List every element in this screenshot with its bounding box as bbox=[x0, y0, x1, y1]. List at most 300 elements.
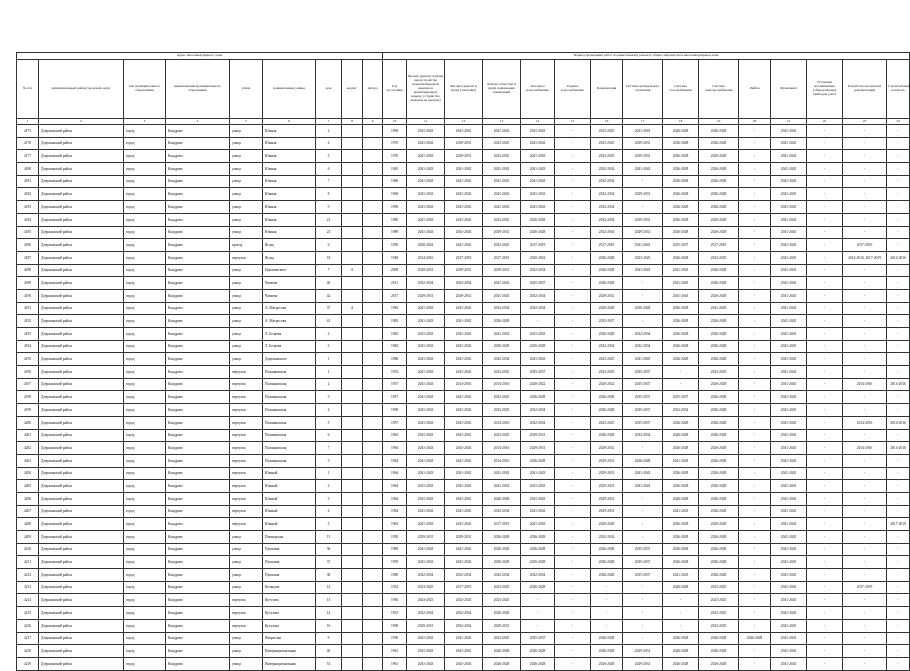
table-cell: 2035-2037 bbox=[623, 569, 663, 582]
table-cell: - bbox=[739, 645, 771, 658]
table-cell: 2020-2022 bbox=[591, 378, 623, 391]
table-cell bbox=[363, 581, 383, 594]
table-cell: Дзержинский район bbox=[39, 480, 124, 493]
table-cell: 4209 bbox=[17, 531, 39, 544]
table-cell: - bbox=[591, 619, 623, 632]
table-row bbox=[17, 645, 910, 658]
table-cell: - bbox=[807, 201, 843, 214]
table-cell: - bbox=[887, 657, 910, 670]
table-cell: - bbox=[807, 188, 843, 201]
table-cell: 37 bbox=[316, 556, 342, 569]
table-cell: 2026-2028 bbox=[699, 569, 739, 582]
table-cell: 1961 bbox=[383, 645, 407, 658]
table-cell: 1950 bbox=[383, 239, 407, 252]
table-cell: - bbox=[843, 657, 887, 670]
table-cell: - bbox=[555, 302, 591, 315]
table-cell: - bbox=[887, 328, 910, 341]
table-cell: 2041-2043 bbox=[771, 480, 807, 493]
table-cell: - bbox=[887, 353, 910, 366]
table-cell: 2035-2037 bbox=[521, 366, 555, 379]
table-cell: Кондрово bbox=[166, 353, 230, 366]
table-cell: - bbox=[887, 213, 910, 226]
table-cell: улица bbox=[230, 340, 263, 353]
table-cell: 2041-2043 bbox=[771, 328, 807, 341]
table-cell: Кондрово bbox=[166, 429, 230, 442]
table-cell: переулок bbox=[230, 416, 263, 429]
table-cell: - bbox=[739, 137, 771, 150]
table-cell: 2041-2043 bbox=[623, 353, 663, 366]
table-cell: Кондрово bbox=[166, 315, 230, 328]
column-header: Год постройки bbox=[383, 60, 407, 119]
table-cell: Южный bbox=[263, 467, 316, 480]
table-cell: Полянковская bbox=[263, 391, 316, 404]
table-cell: 2041-2043 bbox=[771, 213, 807, 226]
table-cell: 1986 bbox=[383, 353, 407, 366]
table-cell: - bbox=[807, 607, 843, 620]
table-cell: 2032-2034 bbox=[591, 531, 623, 544]
table-cell: 4177 bbox=[17, 150, 39, 163]
table-cell: 2032-2034 bbox=[663, 404, 699, 417]
table-cell: 2029-2031 bbox=[445, 289, 483, 302]
table-cell bbox=[363, 454, 383, 467]
table-cell bbox=[342, 645, 363, 658]
table-cell: 2035-2037 bbox=[623, 391, 663, 404]
table-cell bbox=[342, 480, 363, 493]
table-cell: улица bbox=[230, 125, 263, 138]
table-cell bbox=[363, 531, 383, 544]
table-cell: 2041-2043 bbox=[483, 125, 521, 138]
table-cell: 2026-2028 bbox=[699, 645, 739, 658]
table-cell: 2029-2031 bbox=[591, 492, 623, 505]
table-cell: Южная bbox=[263, 137, 316, 150]
table-cell: 2041-2043 bbox=[445, 442, 483, 455]
table-cell: Кондрово bbox=[166, 340, 230, 353]
table-cell: Дзержинский район bbox=[39, 391, 124, 404]
table-cell: Южный bbox=[263, 480, 316, 493]
table-cell: Кондрово bbox=[166, 251, 230, 264]
table-cell: 2041-2043 bbox=[445, 340, 483, 353]
table-cell: - bbox=[555, 442, 591, 455]
table-cell: 2041-2043 bbox=[445, 492, 483, 505]
table-cell bbox=[363, 302, 383, 315]
table-cell: Дзержинский район bbox=[39, 239, 124, 252]
table-cell: - bbox=[555, 239, 591, 252]
table-cell: - bbox=[663, 619, 699, 632]
table-cell: - bbox=[555, 454, 591, 467]
table-cell: 2041-2043 bbox=[623, 163, 663, 176]
table-cell: - bbox=[887, 226, 910, 239]
table-cell: 2029-2031 bbox=[407, 531, 445, 544]
table-cell: Полянковская bbox=[263, 454, 316, 467]
table-cell: - bbox=[887, 277, 910, 290]
table-cell: 4200 bbox=[17, 416, 39, 429]
table-cell: 2029-2031 bbox=[591, 442, 623, 455]
table-cell: Кондрово bbox=[166, 175, 230, 188]
table-cell: - bbox=[739, 543, 771, 556]
table-cell: 4197 bbox=[17, 378, 39, 391]
table-cell: - bbox=[843, 201, 887, 214]
table-cell bbox=[342, 188, 363, 201]
table-row bbox=[17, 239, 910, 252]
table-cell bbox=[342, 137, 363, 150]
table-cell: - bbox=[843, 454, 887, 467]
table-cell bbox=[342, 328, 363, 341]
table-cell: 2041-2043 bbox=[407, 226, 445, 239]
table-cell: 2041-2043 bbox=[445, 315, 483, 328]
table-cell bbox=[363, 556, 383, 569]
table-cell: 4205 bbox=[17, 480, 39, 493]
table-cell: 2041-2043 bbox=[407, 213, 445, 226]
table-cell: - bbox=[887, 201, 910, 214]
table-cell: - bbox=[663, 607, 699, 620]
table-cell: 4176 bbox=[17, 137, 39, 150]
column-number: 14 bbox=[521, 119, 555, 125]
table-cell: 1957 bbox=[383, 416, 407, 429]
table-cell: Кондрово bbox=[166, 480, 230, 493]
table-cell: 2026-2028 bbox=[699, 213, 739, 226]
table-cell: 2026-2028 bbox=[663, 302, 699, 315]
table-cell: - bbox=[843, 531, 887, 544]
table-cell: 2041-2043 bbox=[407, 645, 445, 658]
table-cell: - bbox=[887, 632, 910, 645]
table-cell: улица bbox=[230, 556, 263, 569]
table-cell: - bbox=[887, 467, 910, 480]
table-cell: - bbox=[739, 340, 771, 353]
table-cell bbox=[363, 594, 383, 607]
table-cell: 1982 bbox=[383, 340, 407, 353]
column-header: Система центрального отопления bbox=[623, 60, 663, 119]
table-cell: переулок bbox=[230, 454, 263, 467]
table-cell: 2023-2025 bbox=[591, 137, 623, 150]
table-cell: - bbox=[843, 213, 887, 226]
table-cell: Кондрово bbox=[166, 137, 230, 150]
table-cell: Циолковского bbox=[263, 264, 316, 277]
table-cell: 2014-2016 bbox=[843, 442, 887, 455]
table-cell: Дзержинский район bbox=[39, 163, 124, 176]
table-cell: - bbox=[807, 492, 843, 505]
table-cell: Дзержинский район bbox=[39, 302, 124, 315]
table-cell: 21 bbox=[316, 213, 342, 226]
table-cell: 4199 bbox=[17, 404, 39, 417]
table-cell: Дзержинский район bbox=[39, 645, 124, 658]
table-cell: Дзержинский район bbox=[39, 594, 124, 607]
table-cell: 2041-2043 bbox=[407, 404, 445, 417]
table-cell: - bbox=[555, 607, 591, 620]
table-cell: - bbox=[887, 150, 910, 163]
table-cell: 2032-2034 bbox=[521, 289, 555, 302]
table-cell: Некрасова bbox=[263, 632, 316, 645]
table-cell bbox=[363, 619, 383, 632]
table-cell: 2041-2043 bbox=[483, 289, 521, 302]
table-cell: улица bbox=[230, 213, 263, 226]
table-cell: Дзержинский район bbox=[39, 175, 124, 188]
table-cell: 2041-2043 bbox=[771, 404, 807, 417]
table-cell: 2041-2043 bbox=[771, 366, 807, 379]
table-row bbox=[17, 340, 910, 353]
table-cell: 2023-2025 bbox=[699, 619, 739, 632]
table-cell: Дзержинский район bbox=[39, 188, 124, 201]
capital-repair-table bbox=[16, 52, 910, 671]
table-cell: 2014-2016 bbox=[887, 416, 910, 429]
table-cell: Кутузова bbox=[263, 594, 316, 607]
column-number: 1 bbox=[17, 119, 39, 125]
table-cell: 8 bbox=[316, 188, 342, 201]
table-cell: город bbox=[124, 518, 166, 531]
table-cell: 2041-2043 bbox=[771, 505, 807, 518]
table-cell: 1989 bbox=[383, 226, 407, 239]
table-cell: 2032-2034 bbox=[407, 277, 445, 290]
table-cell: - bbox=[843, 188, 887, 201]
table-cell: 2041-2043 bbox=[771, 315, 807, 328]
table-cell: 2041-2043 bbox=[771, 518, 807, 531]
table-cell: 2026-2028 bbox=[591, 302, 623, 315]
table-cell bbox=[363, 492, 383, 505]
table-cell: 2029-2031 bbox=[483, 264, 521, 277]
table-cell: - bbox=[739, 277, 771, 290]
table-cell: 2029-2031 bbox=[591, 480, 623, 493]
table-cell: Южная bbox=[263, 188, 316, 201]
table-cell: 2020-2022 bbox=[521, 378, 555, 391]
table-cell bbox=[342, 315, 363, 328]
table-cell: 40 bbox=[316, 645, 342, 658]
table-cell: город bbox=[124, 163, 166, 176]
table-cell: Полянковская bbox=[263, 366, 316, 379]
table-cell: 2026-2028 bbox=[663, 226, 699, 239]
table-cell: 2026-2028 bbox=[591, 277, 623, 290]
table-cell: 2029-2031 bbox=[591, 289, 623, 302]
table-cell: 2041-2043 bbox=[771, 429, 807, 442]
table-cell: 1959 bbox=[383, 556, 407, 569]
column-number: 9 bbox=[363, 119, 383, 125]
table-cell: 1 bbox=[316, 353, 342, 366]
table-cell: 2035-2037 bbox=[591, 315, 623, 328]
table-row bbox=[17, 328, 910, 341]
table-cell: - bbox=[739, 454, 771, 467]
table-cell: - bbox=[807, 340, 843, 353]
table-cell: - bbox=[521, 315, 555, 328]
table-cell: - bbox=[807, 366, 843, 379]
table-cell: город bbox=[124, 454, 166, 467]
table-cell bbox=[342, 366, 363, 379]
table-cell: 2041-2043 bbox=[771, 569, 807, 582]
table-cell: улица bbox=[230, 315, 263, 328]
table-cell: Пионерская bbox=[263, 531, 316, 544]
table-cell: 2026-2028 bbox=[699, 201, 739, 214]
table-cell: 2026-2028 bbox=[663, 163, 699, 176]
table-cell: 1963 bbox=[383, 518, 407, 531]
table-row bbox=[17, 125, 910, 138]
table-cell: Дзержинский район bbox=[39, 632, 124, 645]
table-cell: 13 bbox=[316, 594, 342, 607]
table-cell: 2032-2034 bbox=[521, 416, 555, 429]
table-cell: - bbox=[843, 391, 887, 404]
table-cell: - bbox=[807, 454, 843, 467]
table-cell: 2026-2028 bbox=[699, 353, 739, 366]
table-cell: улица bbox=[230, 569, 263, 582]
table-cell: переулок bbox=[230, 366, 263, 379]
table-cell: 2032-2034 bbox=[623, 340, 663, 353]
table-row bbox=[17, 531, 910, 544]
table-cell: 2026-2028 bbox=[663, 645, 699, 658]
table-cell: - bbox=[555, 594, 591, 607]
table-cell: Чапаева bbox=[263, 277, 316, 290]
table-cell: город bbox=[124, 251, 166, 264]
table-cell: город bbox=[124, 340, 166, 353]
table-cell: переулок bbox=[230, 404, 263, 417]
table-cell: Дзержинский район bbox=[39, 150, 124, 163]
table-cell: улица bbox=[230, 645, 263, 658]
table-cell: 2035-2037 bbox=[663, 391, 699, 404]
table-cell: - bbox=[807, 315, 843, 328]
table-cell: 2041-2043 bbox=[521, 518, 555, 531]
table-row bbox=[17, 607, 910, 620]
table-cell: - bbox=[555, 619, 591, 632]
table-cell bbox=[342, 442, 363, 455]
table-cell: 2026-2028 bbox=[699, 442, 739, 455]
table-cell: Дзержинский район bbox=[39, 467, 124, 480]
table-cell: 2020-2022 bbox=[521, 251, 555, 264]
table-cell: 5 bbox=[316, 416, 342, 429]
table-cell: Кондрово bbox=[166, 505, 230, 518]
table-cell: Дзержинский район bbox=[39, 607, 124, 620]
table-cell: - bbox=[807, 251, 843, 264]
table-cell: 42 bbox=[316, 289, 342, 302]
table-cell: - bbox=[843, 175, 887, 188]
column-header: Лифты bbox=[739, 60, 771, 119]
table-cell: 2026-2028 bbox=[663, 581, 699, 594]
table-cell: 4187 bbox=[17, 251, 39, 264]
column-header: наименование улицы bbox=[263, 60, 316, 119]
table-cell: город bbox=[124, 328, 166, 341]
table-cell: - bbox=[739, 328, 771, 341]
table-cell: 2017-2019 bbox=[445, 581, 483, 594]
table-cell: 2026-2028 bbox=[483, 556, 521, 569]
table-cell: 3 bbox=[316, 492, 342, 505]
table-cell: 2026-2028 bbox=[591, 657, 623, 670]
table-cell: 2032-2034 bbox=[483, 302, 521, 315]
table-cell: - bbox=[887, 480, 910, 493]
table-cell: 2026-2028 bbox=[483, 607, 521, 620]
table-cell: улица bbox=[230, 328, 263, 341]
table-cell: - bbox=[555, 569, 591, 582]
table-cell: 2041-2043 bbox=[407, 416, 445, 429]
table-cell: 2035-2037 bbox=[623, 556, 663, 569]
table-cell: - bbox=[555, 531, 591, 544]
table-cell: 2041-2043 bbox=[521, 163, 555, 176]
table-cell: 3 bbox=[316, 391, 342, 404]
table-cell: - bbox=[739, 404, 771, 417]
table-cell bbox=[363, 442, 383, 455]
table-cell: Кондрово bbox=[166, 645, 230, 658]
table-cell bbox=[363, 150, 383, 163]
table-cell: 2023-2025 bbox=[591, 366, 623, 379]
table-cell: город bbox=[124, 404, 166, 417]
table-cell bbox=[342, 239, 363, 252]
table-cell bbox=[363, 289, 383, 302]
table-row bbox=[17, 505, 910, 518]
table-cell: 2026-2028 bbox=[699, 480, 739, 493]
table-cell: 4181 bbox=[17, 175, 39, 188]
table-row bbox=[17, 251, 910, 264]
table-cell: 2026-2028 bbox=[699, 632, 739, 645]
table-cell: Дзержинский район bbox=[39, 125, 124, 138]
table-cell: Кутузова bbox=[263, 619, 316, 632]
table-cell: Дзержинский район bbox=[39, 454, 124, 467]
table-cell: улица bbox=[230, 353, 263, 366]
table-cell bbox=[363, 188, 383, 201]
table-cell bbox=[363, 480, 383, 493]
table-row bbox=[17, 454, 910, 467]
table-cell: 2029-2031 bbox=[445, 531, 483, 544]
table-cell: 1 bbox=[316, 467, 342, 480]
table-cell: - bbox=[807, 239, 843, 252]
table-cell: - bbox=[843, 632, 887, 645]
table-cell: 2041-2043 bbox=[663, 454, 699, 467]
table-cell: 2029-2031 bbox=[623, 188, 663, 201]
table-cell: 2017-2019 bbox=[843, 581, 887, 594]
table-cell: переулок bbox=[230, 442, 263, 455]
column-header: № п/п bbox=[17, 60, 39, 119]
column-header: Фасады (ремонт и (или) утепление) bbox=[445, 60, 483, 119]
table-cell: - bbox=[843, 150, 887, 163]
table-cell: 2035-2037 bbox=[623, 543, 663, 556]
table-cell: 2032-2034 bbox=[623, 429, 663, 442]
table-cell: город bbox=[124, 505, 166, 518]
table-cell: 2041-2043 bbox=[771, 378, 807, 391]
table-cell: 1969 bbox=[383, 188, 407, 201]
table-cell: - bbox=[555, 404, 591, 417]
table-cell: 2026-2028 bbox=[663, 492, 699, 505]
table-cell: Кондрово bbox=[166, 404, 230, 417]
table-cell: Кондрово bbox=[166, 581, 230, 594]
table-cell: 2041-2043 bbox=[445, 543, 483, 556]
table-cell: 2023-2025 bbox=[483, 150, 521, 163]
table-cell: 1980 bbox=[383, 569, 407, 582]
table-cell bbox=[342, 213, 363, 226]
table-cell: 2041-2043 bbox=[771, 391, 807, 404]
table-cell: 2041-2043 bbox=[521, 125, 555, 138]
table-cell: - bbox=[807, 442, 843, 455]
table-cell: - bbox=[843, 137, 887, 150]
table-cell: - bbox=[887, 366, 910, 379]
table-cell: - bbox=[807, 569, 843, 582]
table-cell: - bbox=[807, 289, 843, 302]
table-cell: 9 bbox=[316, 201, 342, 214]
table-cell: - bbox=[843, 556, 887, 569]
table-row bbox=[17, 366, 910, 379]
table-cell: 2041-2043 bbox=[445, 353, 483, 366]
table-cell: 3 bbox=[316, 340, 342, 353]
table-cell: улица bbox=[230, 632, 263, 645]
table-cell: 2017-2019 bbox=[445, 251, 483, 264]
table-cell: 2041-2043 bbox=[445, 188, 483, 201]
table-cell: - bbox=[887, 125, 910, 138]
table-row bbox=[17, 594, 910, 607]
table-cell: 2026-2028 bbox=[483, 645, 521, 658]
column-header: Строительный контроль bbox=[887, 60, 910, 119]
table-cell: 2041-2043 bbox=[771, 340, 807, 353]
table-cell: 2026-2028 bbox=[699, 150, 739, 163]
table-cell: 1958 bbox=[383, 619, 407, 632]
table-cell: 2041-2043 bbox=[699, 302, 739, 315]
table-cell: 1964 bbox=[383, 480, 407, 493]
table-cell: переулок bbox=[230, 378, 263, 391]
table-row bbox=[17, 137, 910, 150]
table-cell: 2041-2043 bbox=[407, 366, 445, 379]
table-cell: 2026-2028 bbox=[699, 416, 739, 429]
table-cell: Кондрово bbox=[166, 150, 230, 163]
table-cell: 2041-2043 bbox=[771, 594, 807, 607]
